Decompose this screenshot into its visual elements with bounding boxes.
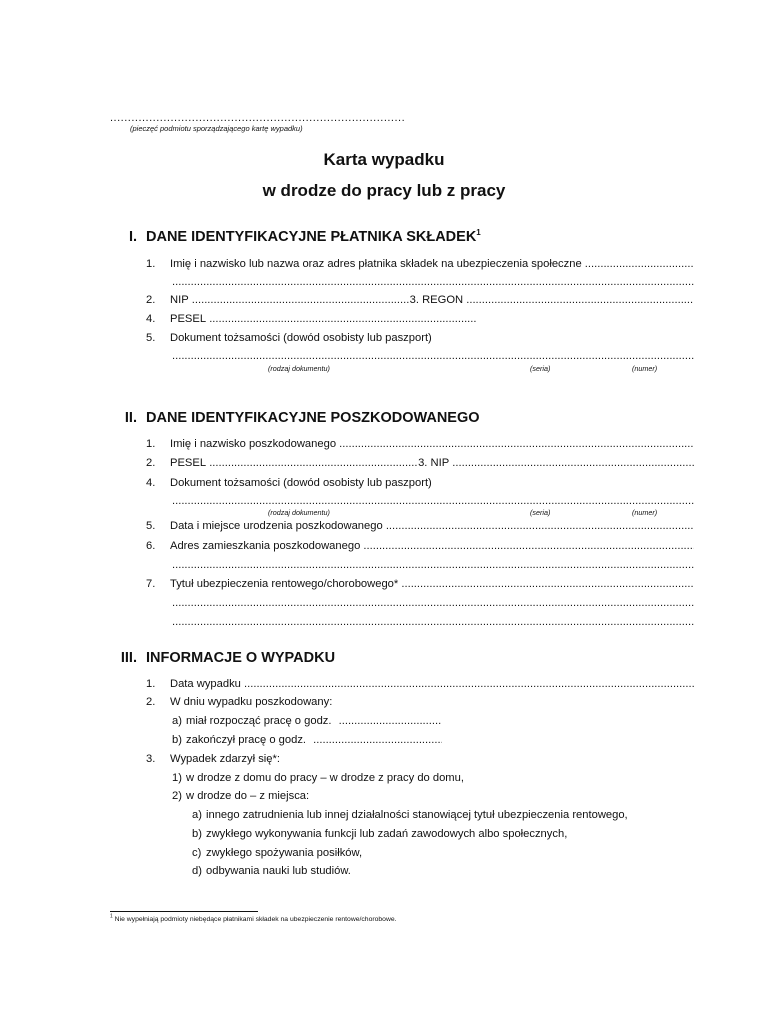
item-letter: b) xyxy=(172,734,182,746)
work-end-field[interactable] xyxy=(306,734,442,746)
item-letter: d) xyxy=(192,865,202,877)
victim-address-row xyxy=(146,540,694,555)
option-studies[interactable] xyxy=(192,865,694,880)
item-letter: c) xyxy=(192,847,202,859)
victim-birth-label: Data i miejsce urodzenia poszkodowanego xyxy=(170,520,383,532)
stamp-placeholder-line[interactable]: ................................................................................... xyxy=(110,112,406,124)
footnote-mark: 1 xyxy=(110,913,113,920)
doc-number-caption: (numer) xyxy=(632,364,658,373)
pesel-label: PESEL xyxy=(170,313,207,325)
accident-date-label: Data wypadku xyxy=(170,678,241,690)
work-start-row xyxy=(172,715,442,730)
payer-pesel-row xyxy=(146,313,476,328)
victim-address-field[interactable] xyxy=(360,540,694,552)
victim-name-row xyxy=(146,438,694,453)
work-start-label: miał rozpocząć pracę o godz. xyxy=(186,715,332,727)
item-number: 4. xyxy=(146,477,156,489)
insurance-title-field[interactable] xyxy=(398,578,694,590)
option-to-from-place[interactable] xyxy=(172,790,694,805)
document-title: Karta wypadku xyxy=(323,150,445,169)
payer-name-row xyxy=(146,258,694,273)
option-home-work[interactable] xyxy=(172,772,694,787)
victim-nip-label: 3. NIP xyxy=(418,457,450,469)
victim-name-label: Imię i nazwisko poszkodowanego xyxy=(170,438,337,450)
section-3-heading xyxy=(120,650,336,666)
section-3-title: INFORMACJE O WYPADKU xyxy=(146,650,336,666)
nip-label: NIP xyxy=(170,294,189,306)
doc-number-caption: (numer) xyxy=(632,508,658,517)
section-2-number: II. xyxy=(124,410,137,426)
accident-day-row xyxy=(146,696,694,711)
work-start-field[interactable] xyxy=(332,715,442,727)
victim-id-doc-row xyxy=(146,477,694,492)
payer-name-field-cont[interactable] xyxy=(172,276,694,291)
option-studies-label: odbywania nauki lub studiów. xyxy=(206,865,351,877)
insurance-title-row xyxy=(146,578,694,593)
fill-line[interactable] xyxy=(172,350,694,362)
accident-day-label: W dniu wypadku poszkodowany: xyxy=(170,696,333,708)
item-letter: a) xyxy=(172,715,182,727)
victim-birth-field[interactable] xyxy=(383,520,694,532)
accident-occurred-label: Wypadek zdarzył się*: xyxy=(170,753,280,765)
fill-line[interactable] xyxy=(172,597,694,609)
item-number: 2. xyxy=(146,696,156,708)
footnote-separator xyxy=(110,911,258,912)
item-number: 6. xyxy=(146,540,156,552)
item-number: 2. xyxy=(146,457,156,469)
pesel-field[interactable] xyxy=(206,313,476,325)
victim-address-label: Adres zamieszkania poszkodowanego xyxy=(170,540,361,552)
section-2-heading xyxy=(124,410,480,426)
item-number: 3. xyxy=(146,753,156,765)
section-3-number: III. xyxy=(120,650,137,666)
accident-date-field[interactable] xyxy=(241,678,694,690)
doc-type-caption: (rodzaj dokumentu) xyxy=(268,364,330,373)
option-meals-label: zwykłego spożywania posiłków, xyxy=(206,847,363,859)
accident-date-row xyxy=(146,678,694,693)
item-number: 1) xyxy=(172,772,182,784)
document-subtitle: w drodze do pracy lub z pracy xyxy=(262,181,506,200)
section-1-title: DANE IDENTYFIKACYJNE PŁATNIKA SKŁADEK xyxy=(146,229,477,245)
victim-id-doc-field[interactable] xyxy=(172,495,694,510)
work-end-label: zakończył pracę o godz. xyxy=(186,734,307,746)
insurance-title-label: Tytuł ubezpieczenia rentowego/chorobowego* xyxy=(170,578,399,590)
fill-line[interactable] xyxy=(172,616,694,628)
victim-name-field[interactable] xyxy=(336,438,694,450)
fill-line[interactable] xyxy=(172,276,694,288)
nip-field[interactable] xyxy=(189,294,410,306)
payer-name-field[interactable] xyxy=(582,258,694,270)
footnote xyxy=(110,913,397,923)
payer-id-doc-field[interactable] xyxy=(172,350,694,365)
item-number: 1. xyxy=(146,678,156,690)
option-to-from-place-label: w drodze do – z miejsca: xyxy=(186,790,310,802)
item-number: 4. xyxy=(146,313,156,325)
doc-series-caption: (seria) xyxy=(530,508,551,517)
victim-birth-row xyxy=(146,520,694,535)
item-number: 5. xyxy=(146,332,156,344)
item-number: 2. xyxy=(146,294,156,306)
section-2-title: DANE IDENTYFIKACYJNE POSZKODOWANEGO xyxy=(146,410,480,426)
footnote-ref: 1 xyxy=(476,228,481,238)
insurance-title-field-cont[interactable] xyxy=(172,616,694,631)
footnote-text: Nie wypełniają podmioty niebędące płatnikami składek na ubezpieczenie rentowe/chorobowe. xyxy=(114,916,397,923)
item-letter: a) xyxy=(192,809,202,821)
option-home-work-label: w drodze z domu do pracy – w drodze z pracy do domu, xyxy=(186,772,464,784)
victim-pesel-label: PESEL xyxy=(170,457,207,469)
stamp-caption: (pieczęć podmiotu sporządzającego kartę wypadku) xyxy=(130,124,303,133)
item-letter: b) xyxy=(192,828,202,840)
option-other-employment[interactable] xyxy=(192,809,694,824)
id-doc-label: Dokument tożsamości (dowód osobisty lub paszport) xyxy=(170,332,432,344)
payer-nip-regon-row xyxy=(146,294,694,309)
work-end-row xyxy=(172,734,442,749)
doc-series-caption: (seria) xyxy=(530,364,551,373)
option-meals[interactable] xyxy=(192,847,694,862)
fill-line[interactable] xyxy=(172,559,694,571)
accident-occurred-row xyxy=(146,753,694,768)
option-professional-duties[interactable] xyxy=(192,828,694,843)
payer-name-label: Imię i nazwisko lub nazwa oraz adres płatnika składek na ubezpieczenia społeczne xyxy=(170,258,582,270)
section-1-number: I. xyxy=(128,229,137,245)
victim-nip-field[interactable] xyxy=(449,457,694,469)
payer-id-doc-row xyxy=(146,332,694,347)
item-number: 5. xyxy=(146,520,156,532)
option-other-employment-label: innego zatrudnienia lub innej działalności stanowiącej tytuł ubezpieczenia rentowego, xyxy=(206,809,628,821)
regon-field[interactable] xyxy=(463,294,694,306)
section-1-heading xyxy=(128,228,481,245)
item-number: 2) xyxy=(172,790,182,802)
item-number: 1. xyxy=(146,258,156,270)
regon-label: 3. REGON xyxy=(409,294,464,306)
doc-type-caption: (rodzaj dokumentu) xyxy=(268,508,330,517)
victim-address-field-cont[interactable] xyxy=(172,559,694,574)
insurance-title-field-cont[interactable] xyxy=(172,597,694,612)
victim-pesel-nip-row xyxy=(146,457,694,472)
fill-line[interactable] xyxy=(172,495,694,507)
item-number: 1. xyxy=(146,438,156,450)
victim-id-doc-label: Dokument tożsamości (dowód osobisty lub paszport) xyxy=(170,477,432,489)
item-number: 7. xyxy=(146,578,156,590)
option-professional-duties-label: zwykłego wykonywania funkcji lub zadań zawodowych albo społecznych, xyxy=(206,828,568,840)
victim-pesel-field[interactable] xyxy=(206,457,418,469)
